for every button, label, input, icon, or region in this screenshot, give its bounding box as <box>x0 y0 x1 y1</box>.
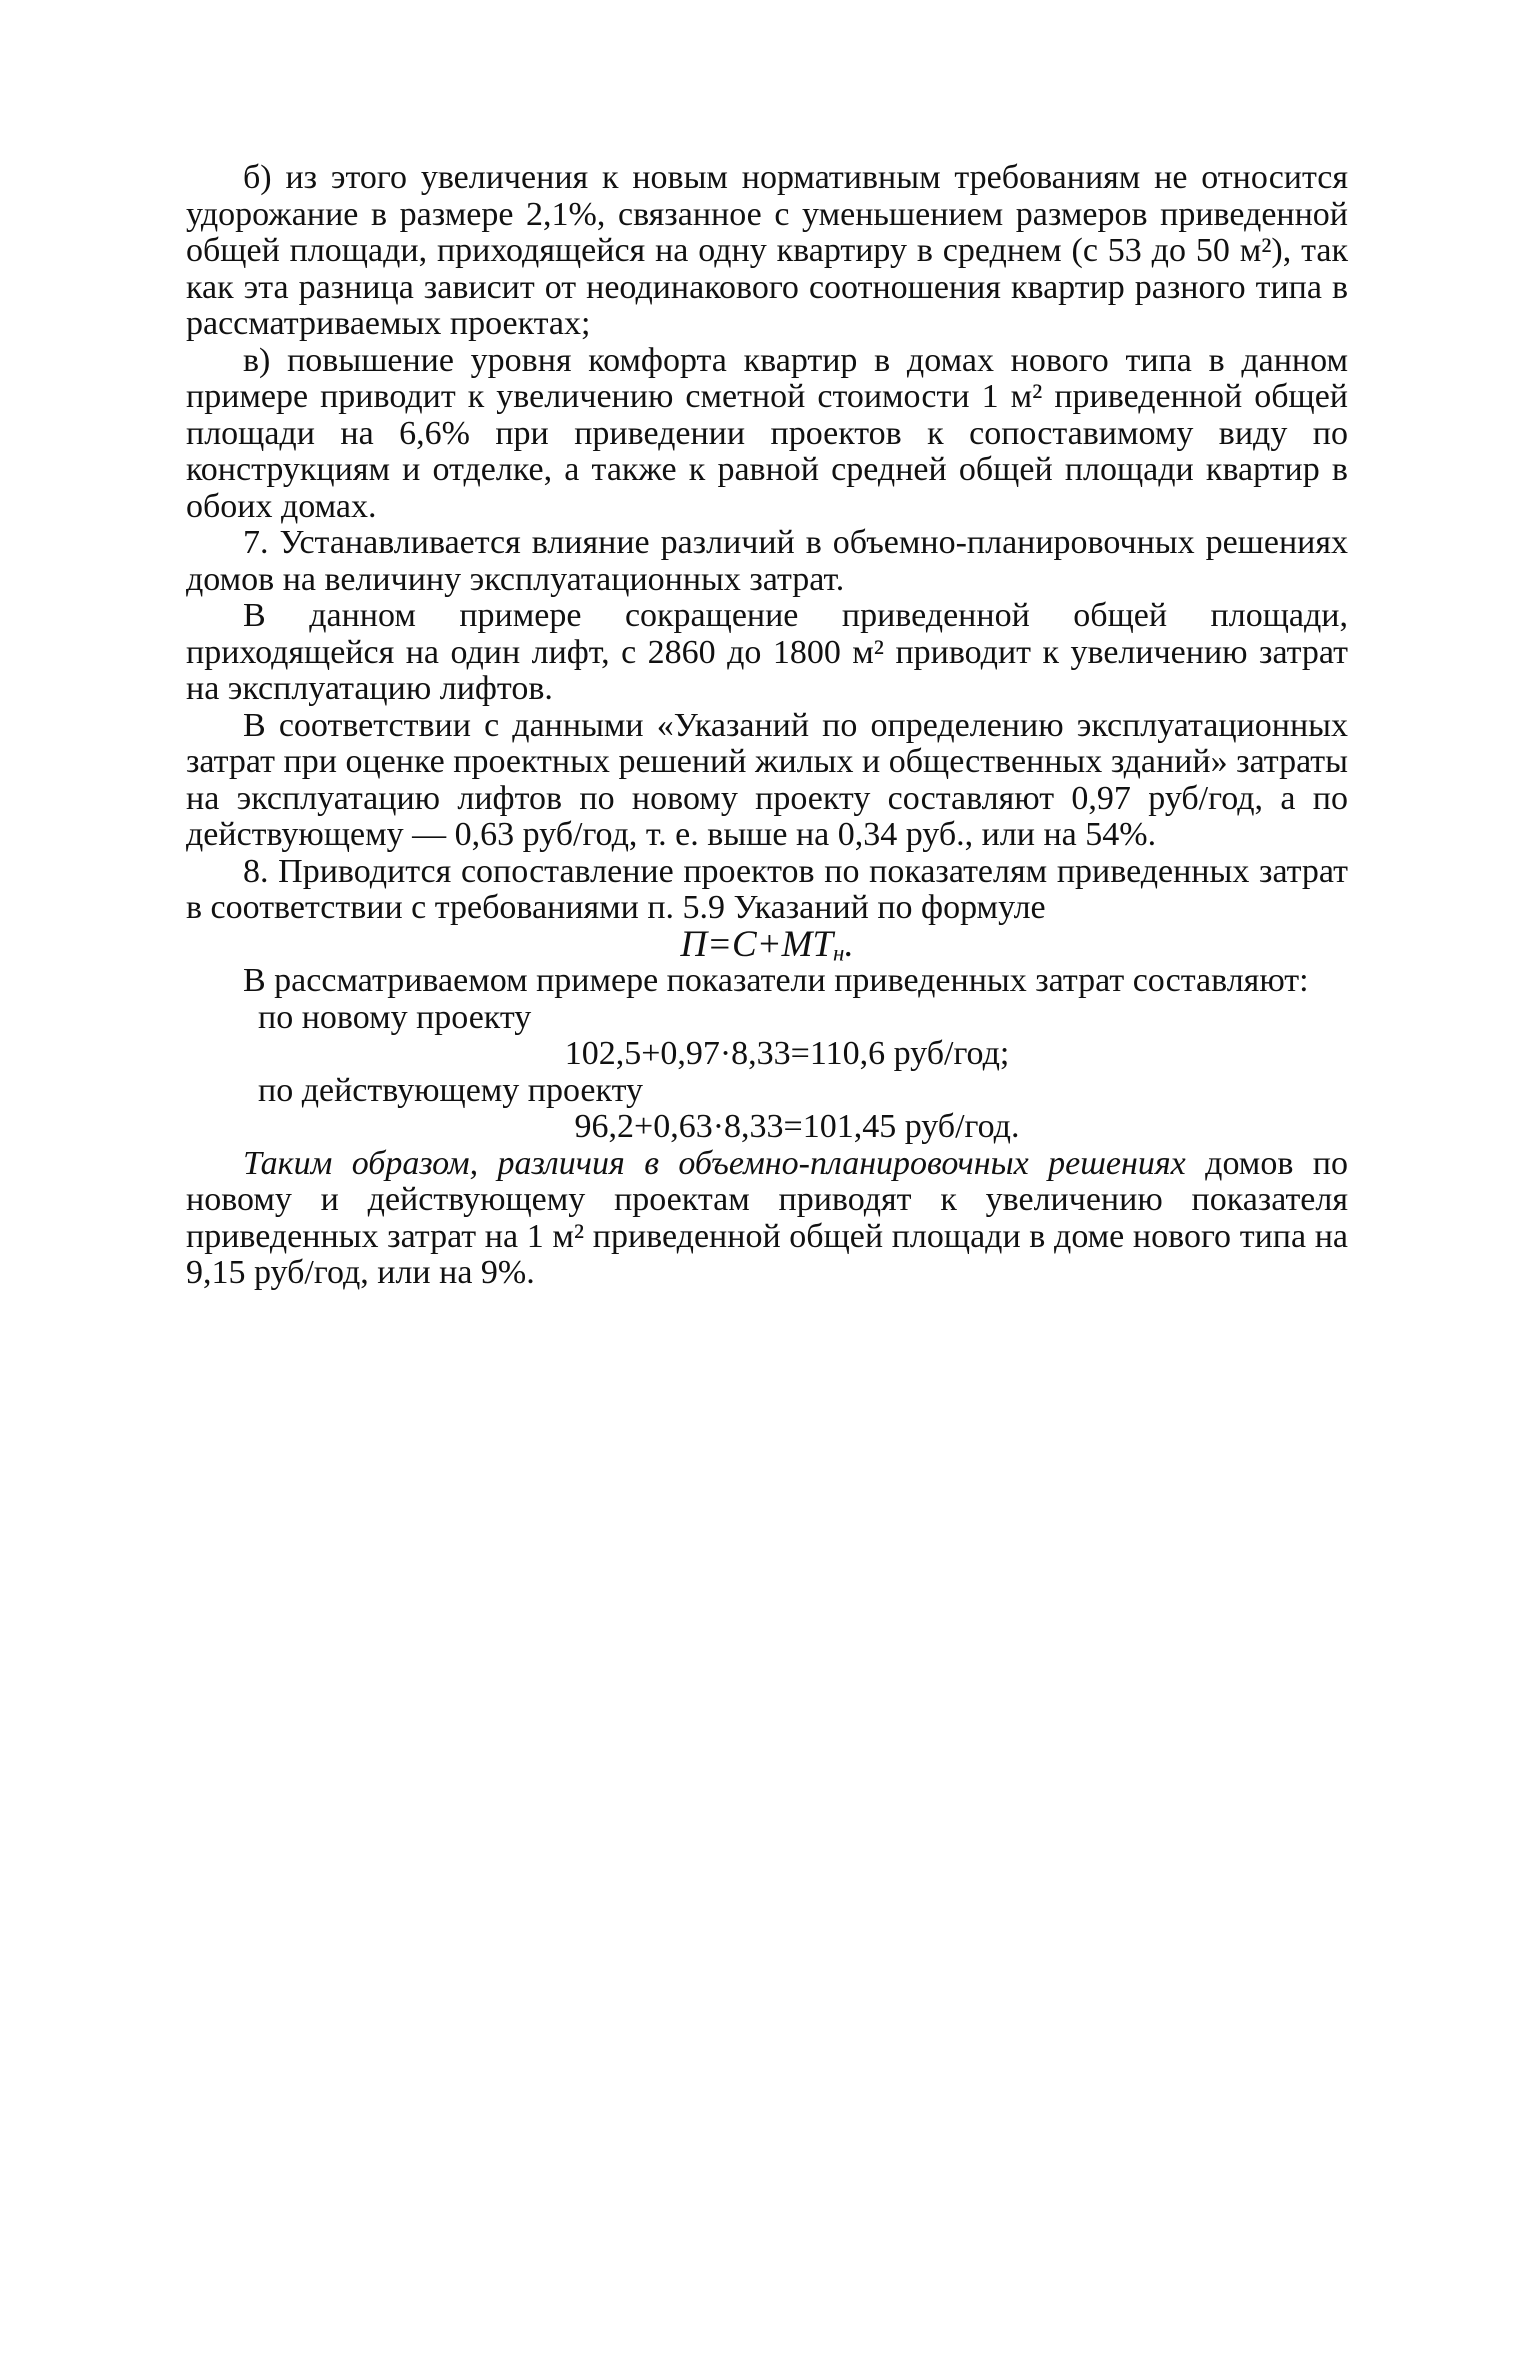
paragraph-conclusion <box>186 1146 1348 1292</box>
label-current-project: по действующему проекту <box>258 1071 643 1109</box>
paragraph-b: б) из этого увеличения к новым нормативным требованиям не относится удорожание в размере 2,1%, связанное с уменьшением размеров приведенной общей площади, приходящейся на одну квартиру в среднем (с 53 до 50 м²), так как эта разница зависит от неодинакового соотношения квартир разного типа в рассматриваемых проектах; <box>186 159 1348 342</box>
paragraph-7: 7. Устанавливается влияние различий в объемно-планировочных решениях домов на величину эксплуатационных затрат. <box>186 524 1348 598</box>
paragraph-8-example: В рассматриваемом примере показатели приведенных затрат составляют: <box>243 962 1309 999</box>
paragraph-8: 8. Приводится сопоставление проектов по показателям приведенных затрат в соответствии с требованиями п. 5.9 Указаний по формуле <box>186 852 1348 926</box>
formula-subscript: н <box>833 940 845 966</box>
paragraph-7-data: В соответствии с данными «Указаний по определению эксплуатационных затрат при оценке проектных решений жилых и общественных зданий» затраты на эксплуатацию лифтов по новому проекту составляют 0,97 руб/год, а по действующему — 0,63 руб/год, т. е. выше на 0,34 руб., или на 54%. <box>186 706 1348 853</box>
conclusion-rest: домов по новому и действующему проектам приводят к увеличению показателя приведенных затрат на 1 м² приведенной общей площади в доме нового типа на 9,15 руб/год, или на 9%. <box>186 1144 1348 1291</box>
paragraph-v: в) повышение уровня комфорта квартир в домах нового типа в данном примере приводит к увеличению сметной стоимости 1 м² приведенной общей площади на 6,6% при приведении проектов к сопоставимому виду по конструкциям и отделке, а также к равной средней общей площади квартир в обоих домах. <box>186 341 1348 525</box>
formula-main: П=С+МТ <box>680 923 834 965</box>
paragraph-7-example: В данном примере сокращение приведенной общей площади, приходящейся на один лифт, с 2860 до 1800 м² приводит к увеличению затрат на эксплуатацию лифтов. <box>186 597 1348 707</box>
label-new-project: по новому проекту <box>258 998 532 1036</box>
formula-new-project: 102,5+0,97·8,33=110,6 руб/год; <box>564 1035 1010 1072</box>
conclusion-italic: Таким образом, различия в объемно-планировочных решениях <box>243 1144 1186 1182</box>
formula-reduced-costs <box>186 923 1348 966</box>
formula-dot: . <box>844 923 854 965</box>
document-page <box>186 160 1348 1292</box>
formula-current-project: 96,2+0,63·8,33=101,45 руб/год. <box>574 1108 1020 1145</box>
